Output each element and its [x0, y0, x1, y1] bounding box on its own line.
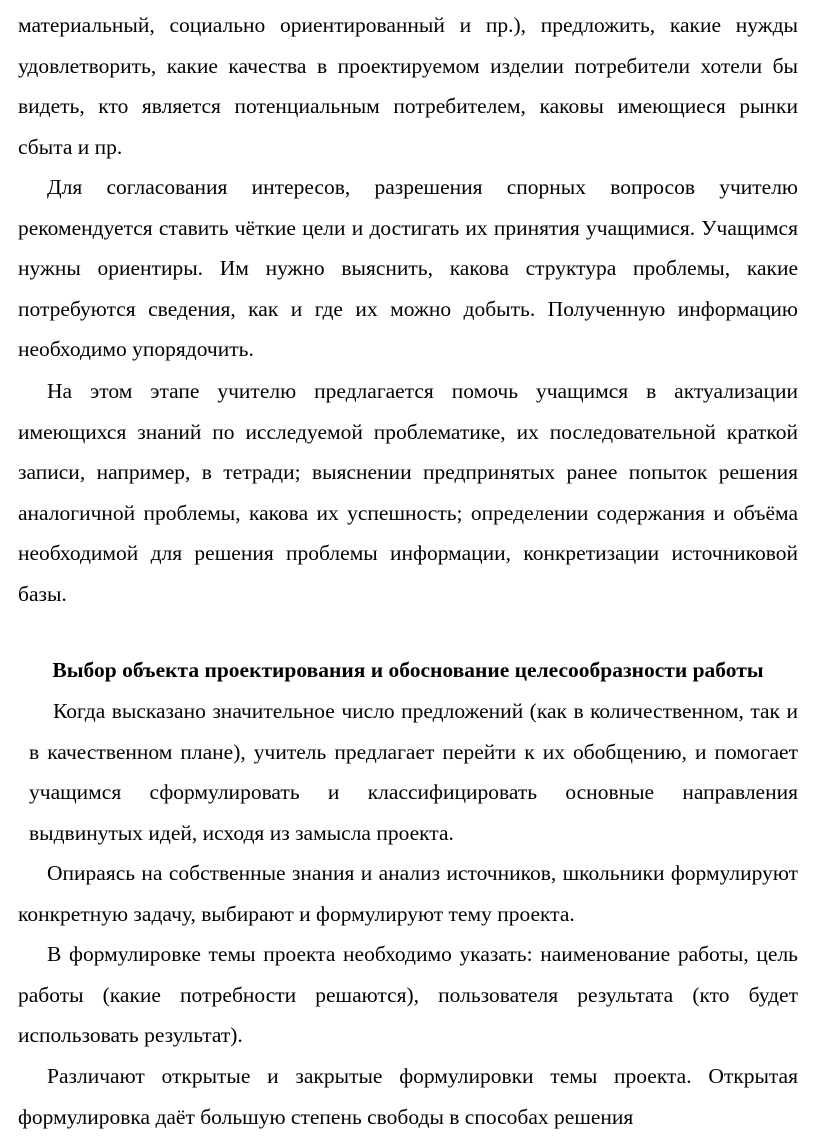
- paragraph-open-closed: Различают открытые и закрытые формулировки темы проекта. Открытая формулировка даёт большую степень свободы в способах решения: [18, 1064, 798, 1129]
- paragraph-goals: Для согласования интересов, разрешения спорных вопросов учителю рекомендуется ставить чёткие цели и достигать их принятия учащимися. Учащимся нужны ориентиры. Им нужно выяснить, какова структура проблемы, какие потребуются сведения, как и где их можно добыть. Полученную информацию необходимо упорядочить.: [18, 175, 798, 361]
- paragraph-topic-wording: В формулировке темы проекта необходимо указать: наименование работы, цель работы (какие потребности решаются), пользователя результата (кто будет использовать результат).: [18, 942, 798, 1047]
- paragraph-continuation: материальный, социально ориентированный и пр.), предложить, какие нужды удовлетворить, какие качества в проектируемом изделии потребители хотели бы видеть, кто является потенциальным потребителем, каковы имеющиеся рынки сбыта и пр.: [18, 13, 798, 159]
- document-page: [18, 0, 798, 1140]
- paragraph-proposals: Когда высказано значительное число предложений (как в количественном, так и в качественном плане), учитель предлагает перейти к их обобщению, и помогает учащимся сформулировать и классифицировать основные направления выдвинутых идей, исходя из замысла проекта.: [29, 699, 798, 845]
- paragraph-sources: Опираясь на собственные знания и анализ источников, школьники формулируют конкретную задачу, выбирают и формулируют тему проекта.: [18, 861, 798, 926]
- paragraph-stage: На этом этапе учителю предлагается помочь учащимся в актуализации имеющихся знаний по исследуемой проблематике, их последовательной краткой записи, например, в тетради; выяснении предпринятых ранее попыток решения аналогичной проблемы, какова их успешность; определении содержания и объёма необходимой для решения проблемы информации, конкретизации источниковой базы.: [18, 379, 798, 606]
- section-heading: Выбор объекта проектирования и обоснование целесообразности работы: [52, 658, 764, 682]
